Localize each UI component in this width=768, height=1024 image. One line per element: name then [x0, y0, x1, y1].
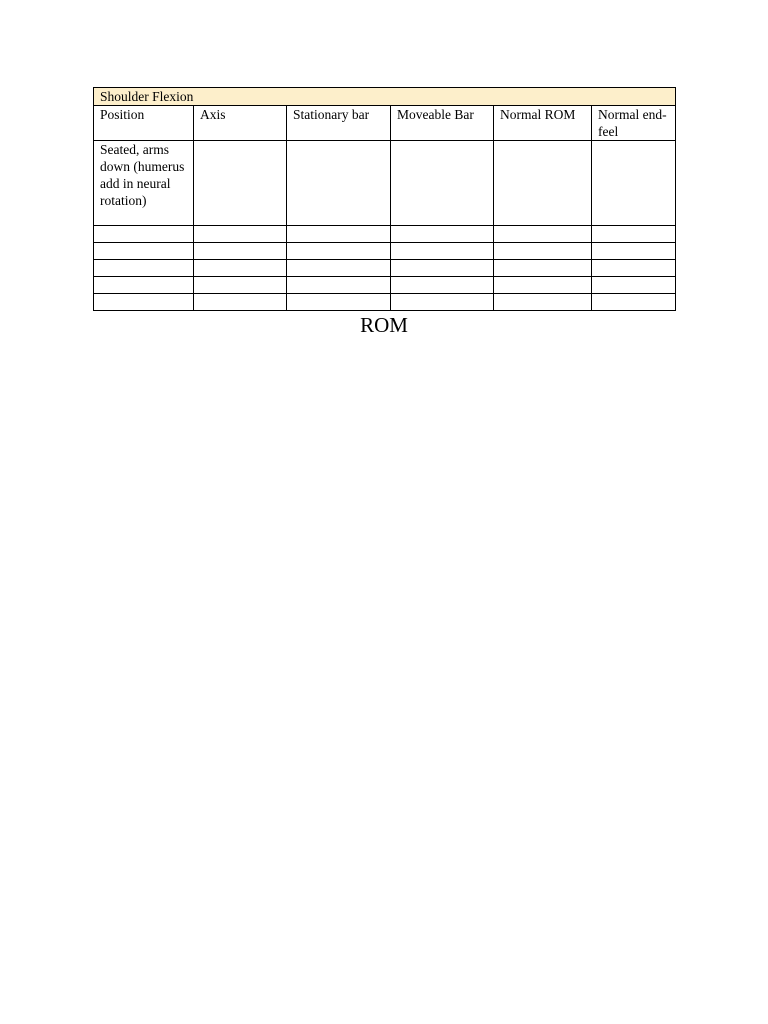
header-moveable-bar: Moveable Bar	[391, 106, 494, 141]
header-axis: Axis	[194, 106, 287, 141]
table-cell	[194, 294, 287, 311]
table-caption: ROM	[360, 313, 408, 337]
table-row	[94, 243, 676, 260]
table-cell	[94, 226, 194, 243]
table-cell	[592, 277, 676, 294]
table-cell	[592, 294, 676, 311]
rom-table	[93, 87, 676, 311]
table-cell	[194, 141, 287, 226]
table-cell	[494, 141, 592, 226]
header-normal-rom: Normal ROM	[494, 106, 592, 141]
table-row	[94, 294, 676, 311]
table-cell	[391, 294, 494, 311]
table-cell	[287, 277, 391, 294]
table-row	[94, 277, 676, 294]
table-cell	[391, 277, 494, 294]
table-cell	[194, 243, 287, 260]
table-cell	[391, 226, 494, 243]
table-cell	[287, 141, 391, 226]
table-cell	[494, 226, 592, 243]
header-stationary-bar: Stationary bar	[287, 106, 391, 141]
table-title: Shoulder Flexion	[94, 88, 676, 106]
table-cell	[194, 277, 287, 294]
table-title-row	[94, 88, 676, 106]
table-cell	[287, 294, 391, 311]
table-cell	[592, 243, 676, 260]
table-cell	[287, 260, 391, 277]
table-cell	[287, 226, 391, 243]
table-cell	[391, 243, 494, 260]
table-cell	[592, 260, 676, 277]
table-cell	[494, 294, 592, 311]
table-cell	[94, 260, 194, 277]
table-row	[94, 226, 676, 243]
table-cell	[494, 277, 592, 294]
table-cell: Seated, arms down (humerus add in neural rotation)	[94, 141, 194, 226]
table-row	[94, 260, 676, 277]
table-cell	[494, 260, 592, 277]
header-normal-end-feel: Normal end-feel	[592, 106, 676, 141]
table-cell	[494, 243, 592, 260]
table-cell	[287, 243, 391, 260]
table-cell	[94, 243, 194, 260]
table-cell	[592, 141, 676, 226]
table-cell	[94, 294, 194, 311]
table-cell	[94, 277, 194, 294]
table-header-row	[94, 106, 676, 141]
table-cell	[592, 226, 676, 243]
table-row	[94, 141, 676, 226]
table-cell	[391, 260, 494, 277]
header-position: Position	[94, 106, 194, 141]
table-cell	[194, 226, 287, 243]
table-cell	[194, 260, 287, 277]
table-cell	[391, 141, 494, 226]
